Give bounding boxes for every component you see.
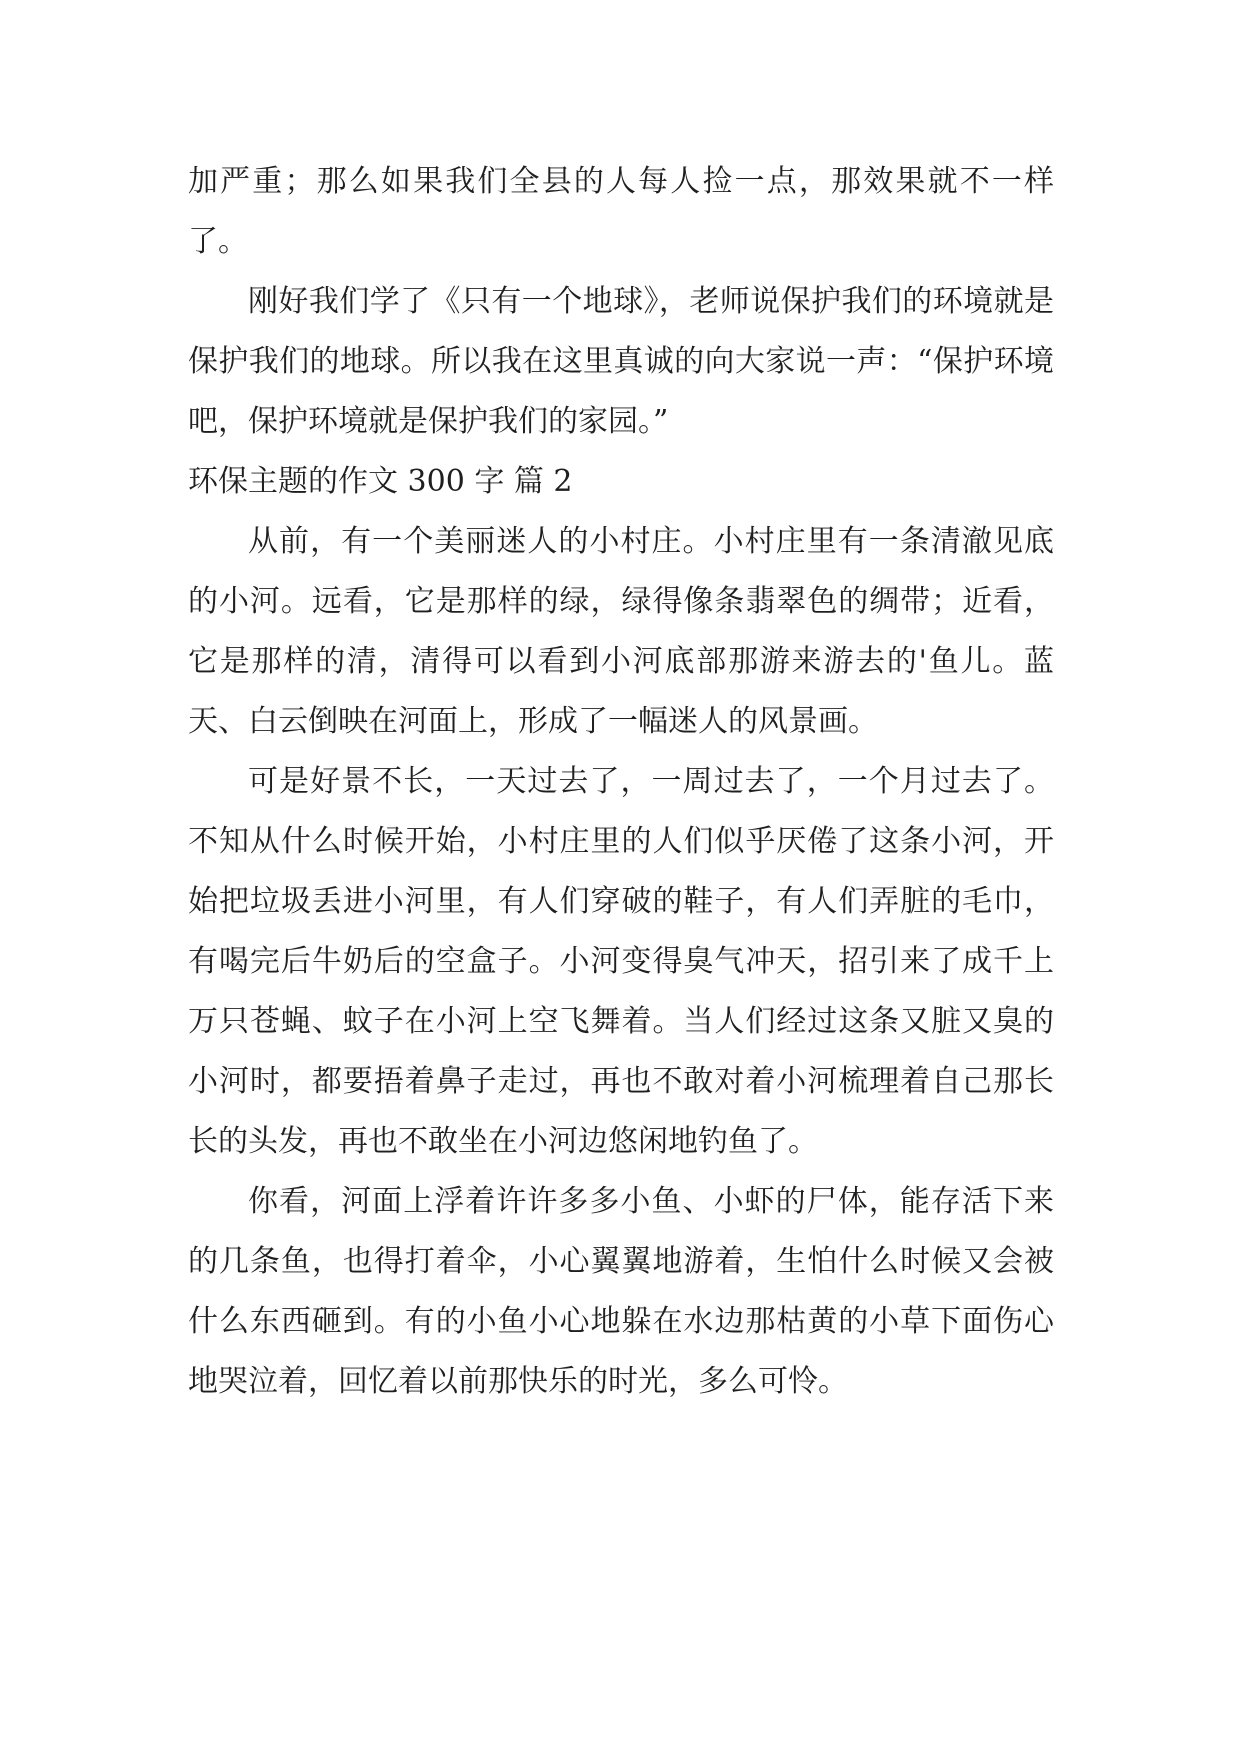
paragraph-pollution: 可是好景不长，一天过去了，一周过去了，一个月过去了。不知从什么时候开始，小村庄里的人们似乎厌倦了这条小河，开始把垃圾丢进小河里，有人们穿破的鞋子，有人们弄脏的毛巾，有喝完后牛奶后的空盒子。小河变得臭气冲天，招引来了成千上万只苍蝇、蚊子在小河上空飞舞着。当人们经过这条又脏又臭的小河时，都要捂着鼻子走过，再也不敢对着小河梳理着自己那长长的头发，再也不敢坐在小河边悠闲地钓鱼了。	[188, 764, 1054, 1159]
document-page	[188, 152, 1054, 1412]
paragraph-earth-lesson: 刚好我们学了《只有一个地球》，老师说保护我们的环境就是保护我们的地球。所以我在这里真诚的向大家说一声：“保护环境吧，保护环境就是保护我们的家园。”	[188, 284, 1054, 439]
paragraph-continuation: 加严重；那么如果我们全县的人每人捡一点，那效果就不一样了。	[188, 164, 1054, 259]
essay-heading: 环保主题的作文 300 字 篇 2	[188, 464, 573, 499]
paragraph-village-river: 从前，有一个美丽迷人的小村庄。小村庄里有一条清澈见底的小河。远看，它是那样的绿，绿得像条翡翠色的绸带；近看，它是那样的清，清得可以看到小河底部那游来游去的'鱼儿。蓝天、白云倒映在河面上，形成了一幅迷人的风景画。	[188, 524, 1054, 739]
paragraph-fish: 你看，河面上浮着许许多多小鱼、小虾的尸体，能存活下来的几条鱼，也得打着伞，小心翼翼地游着，生怕什么时候又会被什么东西砸到。有的小鱼小心地躲在水边那枯黄的小草下面伤心地哭泣着，回忆着以前那快乐的时光，多么可怜。	[188, 1184, 1054, 1399]
